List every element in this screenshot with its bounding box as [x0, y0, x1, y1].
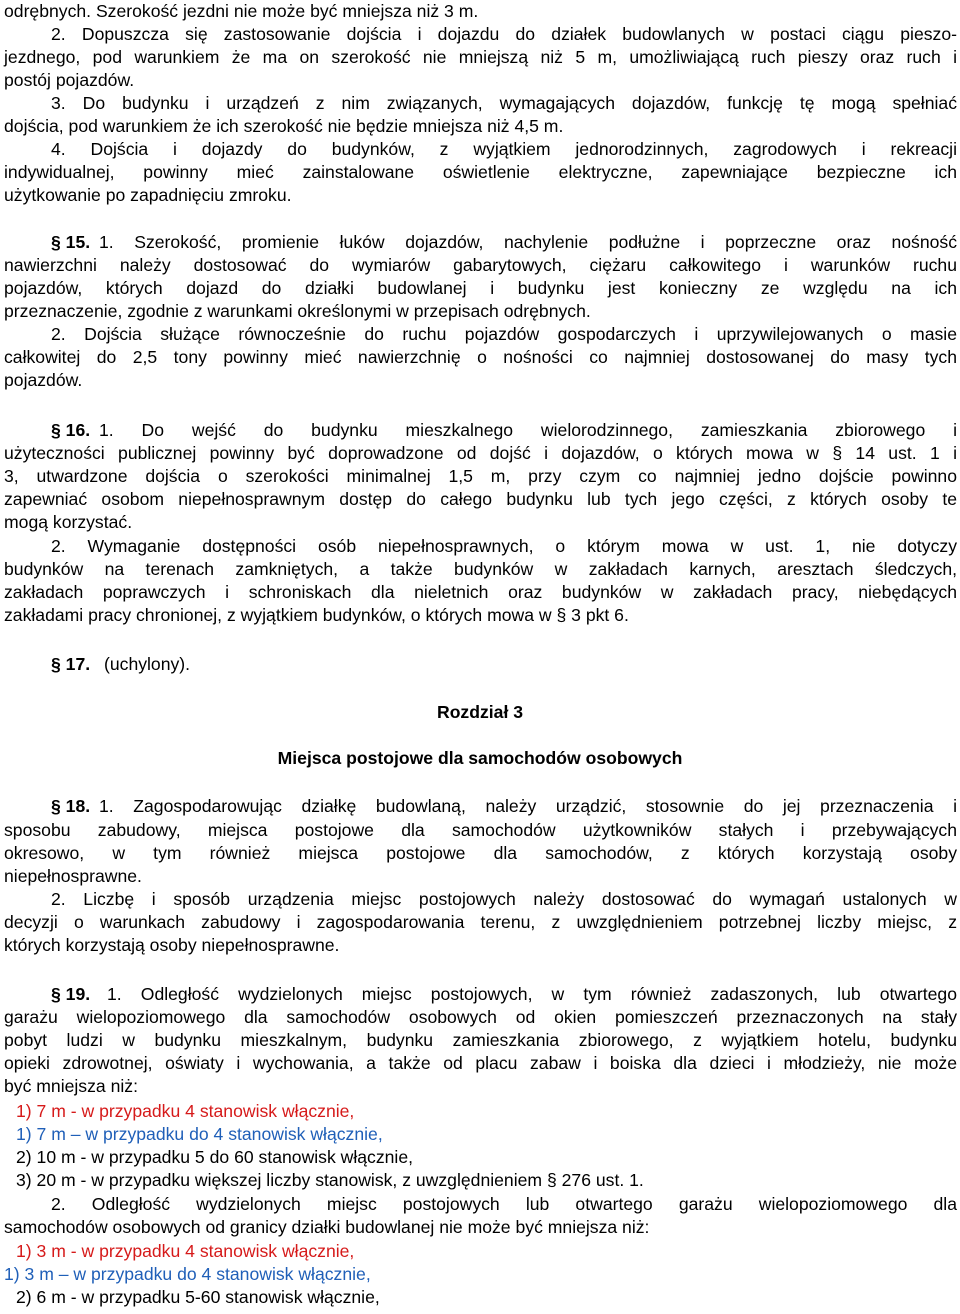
text-line: pojazdów, których dojazd do działki budowlanej i budynku jest konieczny ze względu na ich: [4, 278, 957, 298]
text-line: jezdnego, pod warunkiem że ma on szerokość nie mniejszą niż 5 m, umożliwiającą ruch pieszy oraz ruch i: [4, 47, 957, 67]
text-line: decyzji o warunkach zabudowy i zagospodarowania terenu, z uwzględnieniem potrzebnej liczby miejsc, z: [4, 912, 957, 932]
text-line: całkowitej do 2,5 tony powinny mieć nawierzchnię o nośności co najmniej dostosowanej do masy tych: [4, 347, 957, 367]
text-line: 3, utwardzone dojścia o szerokości minimalnej 1,5 m, przy czym co najmniej jedno dojście powinno: [4, 466, 957, 486]
text-line: użyteczności publicznej powinny być doprowadzone od dojść i dojazdów, o których mowa w § 14 ust. 1 i: [4, 443, 957, 463]
text-line: 4. Dojścia i dojazdy do budynków, z wyjątkiem jednorodzinnych, zagrodowych i rekreacji: [51, 139, 957, 159]
text-line: 2. Liczbę i sposób urządzenia miejsc postojowych należy dostosować do wymagań ustalonych w: [51, 889, 957, 909]
text-line: zakładach poprawczych i schroniskach dla nieletnich oraz budynków w zakładach pracy, niebędących: [4, 582, 957, 602]
section-heading: § 17.: [51, 654, 91, 674]
text-line: (uchylony).: [104, 654, 191, 674]
text-line: 2. Odległość wydzielonych miejsc postojowych lub otwartego garażu wielopoziomowego dla: [51, 1194, 957, 1214]
text-line: okresowo, w tym również miejsca postojowe dla samochodów, z których korzystają osoby: [4, 843, 957, 863]
text-line: dojścia, pod warunkiem że ich szerokość nie będzie mniejsza niż 4,5 m.: [4, 116, 564, 136]
text-line: być mniejsza niż:: [4, 1076, 138, 1096]
text-line: odrębnych. Szerokość jezdni nie może być mniejsza niż 3 m.: [4, 1, 479, 21]
section-heading: § 15.: [51, 232, 91, 252]
text-line: pojazdów.: [4, 370, 83, 390]
text-line: niepełnosprawne.: [4, 866, 142, 886]
section-heading: § 19.: [51, 984, 91, 1004]
chapter-number: Rozdział 3: [436, 702, 524, 722]
chapter-title: Miejsca postojowe dla samochodów osobowych: [277, 748, 683, 768]
text-line: sposobu zabudowy, miejsca postojowe dla samochodów użytkowników stałych i przebywających: [4, 820, 957, 840]
text-line: których korzystają osoby niepełnosprawne.: [4, 935, 340, 955]
text-line: indywidualnej, powinny mieć zainstalowane oświetlenie elektryczne, zapewniające bezpieczne ich: [4, 162, 957, 182]
deleted-list-item: 1) 7 m - w przypadku 4 stanowisk włącznie,: [16, 1101, 355, 1121]
text-line: 2. Dojścia służące równocześnie do ruchu pojazdów gospodarczych i uprzywilejowanych o masie: [51, 324, 957, 344]
list-item: 3) 20 m - w przypadku większej liczby stanowisk, z uwzględnieniem § 276 ust. 1.: [16, 1170, 644, 1190]
text-line: postój pojazdów.: [4, 70, 135, 90]
inserted-list-item: 1) 7 m – w przypadku do 4 stanowisk włącznie,: [16, 1124, 383, 1144]
text-line: 3. Do budynku i urządzeń z nim związanych, wymagających dojazdów, funkcję tę mogą spełniać: [51, 93, 957, 113]
text-line: 1. Do wejść do budynku mieszkalnego wielorodzinnego, zamieszkania zbiorowego i: [99, 420, 957, 440]
deleted-list-item: 1) 3 m - w przypadku 4 stanowisk włącznie,: [16, 1241, 355, 1261]
text-line: 1. Zagospodarowując działkę budowlaną, należy urządzić, stosownie do jej przeznaczenia i: [99, 796, 957, 816]
section-heading: § 16.: [51, 420, 91, 440]
text-line: zakładami pracy chronionej, z wyjątkiem budynków, o których mowa w § 3 pkt 6.: [4, 605, 629, 625]
text-line: nawierzchni należy dostosować do wymiarów gabarytowych, ciężaru całkowitego i warunków ruchu: [4, 255, 957, 275]
text-line: mogą korzystać.: [4, 512, 133, 532]
list-item: 2) 6 m - w przypadku 5-60 stanowisk włącznie,: [16, 1287, 380, 1307]
section-heading: § 18.: [51, 796, 91, 816]
text-line: garażu wielopoziomowego dla samochodów osobowych od okien pomieszczeń przeznaczonych na stały: [4, 1007, 957, 1027]
text-line: 1. Odległość wydzielonych miejsc postojowych, w tym również zadaszonych, lub otwartego: [107, 984, 957, 1004]
text-line: użytkowanie po zapadnięciu zmroku.: [4, 185, 292, 205]
inserted-list-item: 1) 3 m – w przypadku do 4 stanowisk włącznie,: [4, 1264, 371, 1284]
text-line: budynków na terenach zamkniętych, a także budynków w zakładach karnych, aresztach śledczych,: [4, 559, 957, 579]
text-line: 2. Dopuszcza się zastosowanie dojścia i dojazdu do działek budowlanych w postaci ciągu pieszo-: [51, 24, 957, 44]
text-line: opieki zdrowotnej, oświaty i wychowania, a także od placu zabaw i boiska dla dzieci i młodzieży, nie może: [4, 1053, 957, 1073]
list-item: 2) 10 m - w przypadku 5 do 60 stanowisk włącznie,: [16, 1147, 414, 1167]
text-line: pobyt ludzi w budynku mieszkalnym, budynku zamieszkania zbiorowego, z wyjątkiem hotelu, budynku: [4, 1030, 957, 1050]
text-line: zapewniać osobom niepełnosprawnym dostęp do całego budynku lub tych jego części, z których osoby te: [4, 489, 957, 509]
text-line: samochodów osobowych od granicy działki budowlanej nie może być mniejsza niż:: [4, 1217, 650, 1237]
text-line: 2. Wymaganie dostępności osób niepełnosprawnych, o którym mowa w ust. 1, nie dotyczy: [51, 536, 957, 556]
text-line: przeznaczenie, zgodnie z warunkami określonymi w przepisach odrębnych.: [4, 301, 591, 321]
text-line: 1. Szerokość, promienie łuków dojazdów, nachylenie podłużne i poprzeczne oraz nośność: [99, 232, 957, 252]
